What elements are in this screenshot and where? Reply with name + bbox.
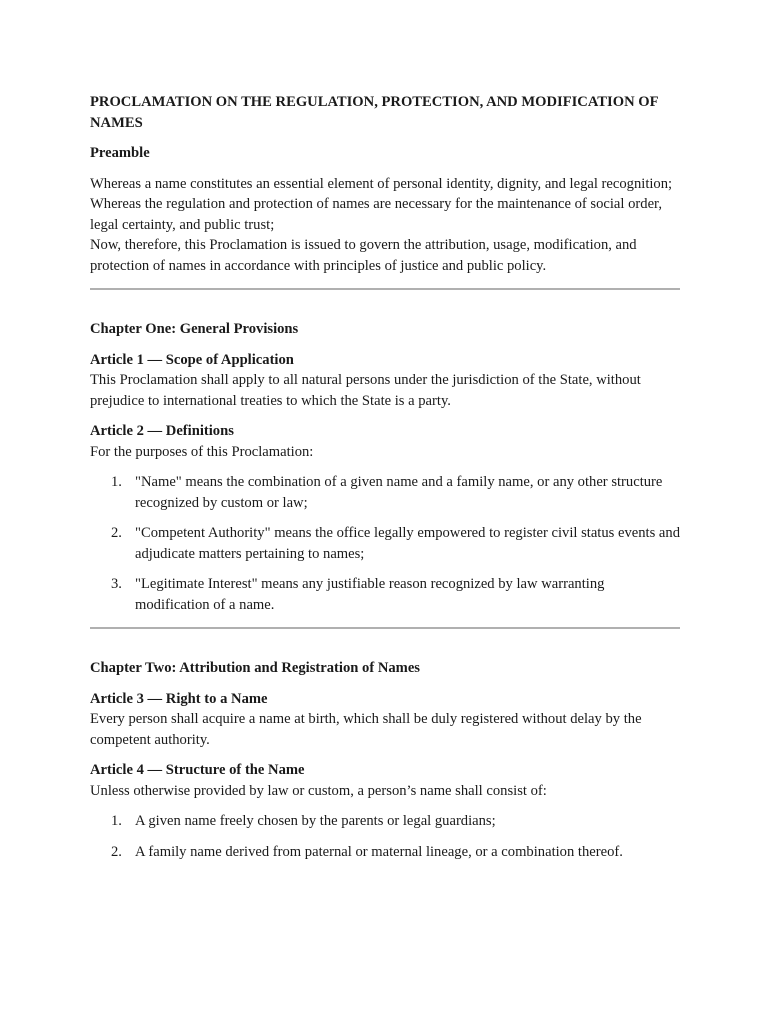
article-intro: For the purposes of this Proclamation: xyxy=(90,443,314,460)
list-number: 1. xyxy=(111,813,122,829)
article-text: This Proclamation shall apply to all natural persons under the jurisdiction of the State, without prejudice to international treaties to which the State is a party. xyxy=(90,372,641,409)
article-heading: Article 4 — Structure of the Name xyxy=(90,762,305,778)
preamble-line: Whereas a name constitutes an essential element of personal identity, dignity, and legal recognition; xyxy=(90,175,673,192)
article-text: Every person shall acquire a name at birth, which shall be duly registered without delay by the competent authority. xyxy=(90,711,642,748)
article-heading: Article 3 — Right to a Name xyxy=(90,690,268,707)
document-page xyxy=(90,92,680,862)
article-intro: Unless otherwise provided by law or custom, a person’s name shall consist of: xyxy=(90,782,547,799)
list-item xyxy=(90,811,680,832)
list-number: 2. xyxy=(111,525,122,541)
section-divider xyxy=(90,288,680,290)
list-item xyxy=(90,472,680,513)
list-item-text: A family name derived from paternal or maternal lineage, or a combination thereof. xyxy=(135,843,623,860)
preamble-heading: Preamble xyxy=(90,145,150,161)
document-title: PROCLAMATION ON THE REGULATION, PROTECTION, AND MODIFICATION OF NAMES xyxy=(90,94,658,131)
list-item xyxy=(90,842,680,863)
article-heading: Article 1 — Scope of Application xyxy=(90,351,294,368)
article-heading: Article 2 — Definitions xyxy=(90,423,234,439)
definitions-list xyxy=(90,472,680,615)
list-item-text: "Competent Authority" means the office legally empowered to register civil status events and adjudicate matters pertaining to names; xyxy=(135,525,680,562)
preamble-line: Now, therefore, this Proclamation is issued to govern the attribution, usage, modification, and protection of names in accordance with principles of justice and public policy. xyxy=(90,237,637,274)
list-number: 1. xyxy=(111,474,122,490)
list-number: 2. xyxy=(111,843,122,860)
list-item-text: "Name" means the combination of a given name and a family name, or any other structure recognized by custom or law; xyxy=(135,474,663,511)
list-item xyxy=(90,574,680,615)
chapter-heading: Chapter One: General Provisions xyxy=(90,321,299,337)
preamble-body xyxy=(90,174,680,277)
list-item-text: "Legitimate Interest" means any justifiable reason recognized by law warranting modification of a name. xyxy=(135,576,605,613)
chapter-heading: Chapter Two: Attribution and Registration of Names xyxy=(90,660,420,676)
section-divider xyxy=(90,627,680,629)
list-number: 3. xyxy=(111,576,122,592)
list-item-text: A given name freely chosen by the parents or legal guardians; xyxy=(135,813,496,829)
structure-list xyxy=(90,811,680,862)
preamble-line: Whereas the regulation and protection of names are necessary for the maintenance of social order, legal certainty, and public trust; xyxy=(90,196,662,233)
list-item xyxy=(90,523,680,564)
